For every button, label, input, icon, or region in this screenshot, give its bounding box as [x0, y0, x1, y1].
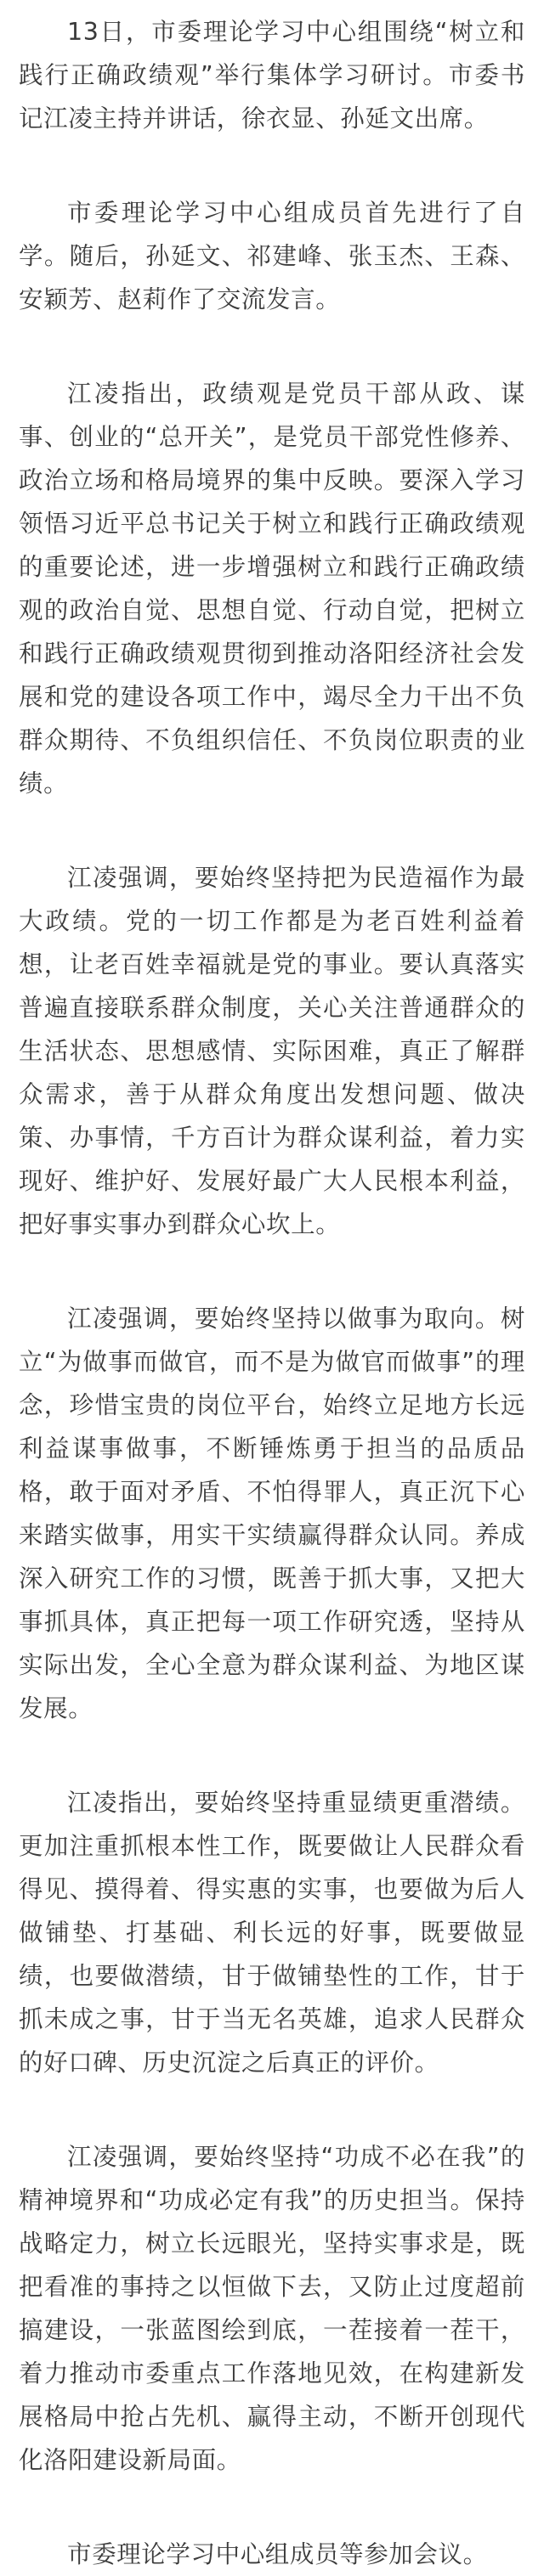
paragraph-6: 江凌指出，要始终坚持重显绩更重潜绩。更加注重抓根本性工作，既要做让人民群众看得见、摸得着、得实惠的实事，也要做为后人做铺垫、打基础、利长远的好事，既要做显绩，也要做潜绩，甘于做铺垫性的工作，甘于抓未成之事，甘于当无名英雄，追求人民群众的好口碑、历史沉淀之后真正的评价。 — [19, 1789, 525, 2077]
paragraph-5: 江凌强调，要始终坚持以做事为取向。树立“为做事而做官，而不是为做官而做事”的理念，珍惜宝贵的岗位平台，始终立足地方长远利益谋事做事，不断锤炼勇于担当的品质品格，敢于面对矛盾、不怕得罪人，真正沉下心来踏实做事，用实干实绩赢得群众认同。养成深入研究工作的习惯，既善于抓大事，又把大事抓具体，真正把每一项工作研究透，坚持从实际出发，全心全意为群众谋利益、为地区谋发展。 — [19, 1305, 525, 1722]
paragraph-7: 江凌强调，要始终坚持“功成不必在我”的精神境界和“功成必定有我”的历史担当。保持战略定力，树立长远眼光，坚持实事求是，既把看准的事持之以恒做下去，又防止过度超前搞建设，一张蓝图绘到底，一茬接着一茬干，着力推动市委重点工作落地见效，在构建新发展格局中抢占先机、赢得主动，不断开创现代化洛阳建设新局面。 — [19, 2143, 525, 2474]
paragraph-3: 江凌指出，政绩观是党员干部从政、谋事、创业的“总开关”，是党员干部党性修养、政治立场和格局境界的集中反映。要深入学习领悟习近平总书记关于树立和践行正确政绩观的重要论述，进一步增强树立和践行正确政绩观的政治自觉、思想自觉、行动自觉，把树立和践行正确政绩观贯彻到推动洛阳经济社会发展和党的建设各项工作中，竭尽全力干出不负群众期待、不负组织信任、不负岗位职责的业绩。 — [19, 380, 525, 798]
paragraph-8: 市委理论学习中心组成员等参加会议。 — [67, 2540, 488, 2568]
paragraph-4: 江凌强调，要始终坚持把为民造福作为最大政绩。党的一切工作都是为老百姓利益着想，让老百姓幸福就是党的事业。要认真落实普遍直接联系群众制度，关心关注普通群众的生活状态、思想感情、实际困难，真正了解群众需求，善于从群众角度出发想问题、做决策、办事情，千方百计为群众谋利益，着力实现好、维护好、发展好最广大人民根本利益，把好事实事办到群众心坎上。 — [19, 864, 525, 1238]
paragraph-1: 13日，市委理论学习中心组围绕“树立和践行正确政绩观”举行集体学习研讨。市委书记江凌主持并讲话，徐衣显、孙延文出席。 — [19, 18, 525, 132]
paragraph-2: 市委理论学习中心组成员首先进行了自学。随后，孙延文、祁建峰、张玉杰、王森、安颖芳、赵莉作了交流发言。 — [19, 199, 525, 313]
